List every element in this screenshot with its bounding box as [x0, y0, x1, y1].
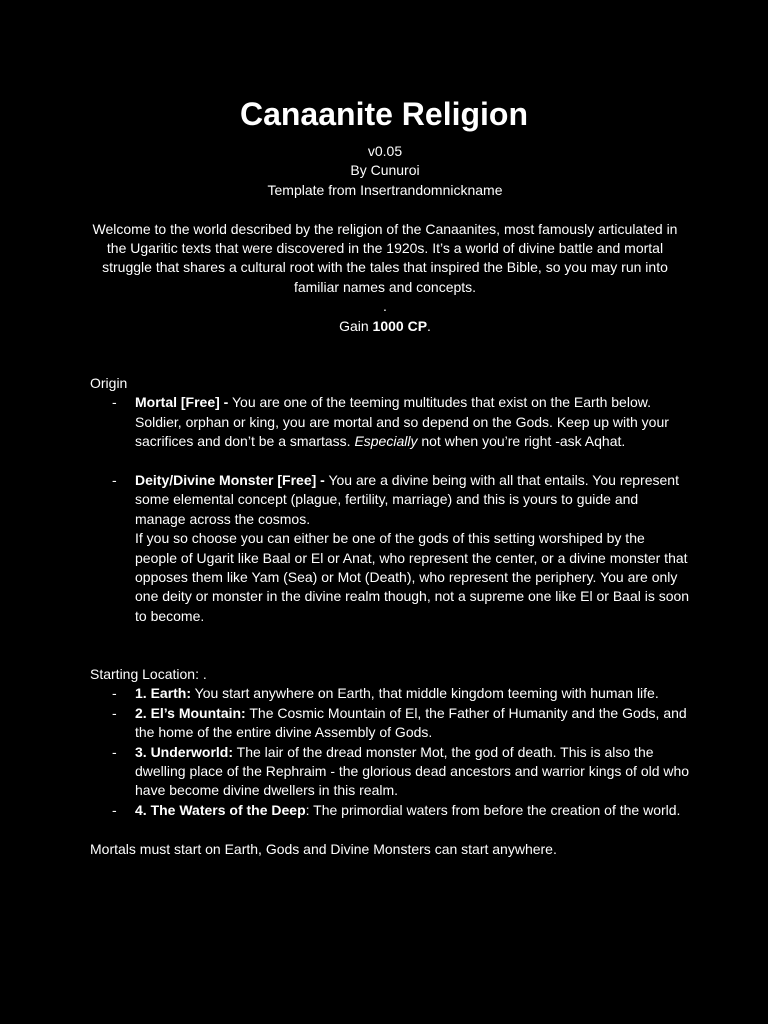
dash-bullet: - [112, 801, 117, 818]
location-item-earth [90, 684, 690, 703]
origin-item-deity-paragraph: If you so choose you can either be one of the gods of this setting worshiped by the people of Ugarit like Baal or El or Anat, who represent the center, or a divine monster that opposes them like Yam (Sea) or Mot (Death), who represent the periphery. You are only one deity or monster in the divine realm though, not a supreme one like El or Baal is soon to become. [135, 530, 690, 624]
dash-bullet: - [112, 685, 117, 702]
spacer [90, 200, 680, 219]
origin-item-text-end: not when you’re right -ask Aqhat. [417, 433, 626, 450]
starting-location-list [90, 684, 690, 820]
origin-heading: Origin [90, 375, 128, 391]
starting-location-heading: Starting Location: . [90, 666, 207, 683]
gain-amount: 1000 CP [372, 317, 428, 334]
origin-item-text: You are a divine being with all that entails. You represent some elemental concept (plague, fertility, marriage) and this is yours to guide and manage across the cosmos. [135, 472, 679, 527]
origin-item-text: You are one of the teeming multitudes that exist on the Earth below. Soldier, orphan or king, you are mortal and so depend on the Gods. Keep up with your sacrifices and don’t be a smartass. [135, 394, 669, 450]
origin-item-emphasis: Especially [354, 433, 418, 450]
location-item-text: : The primordial waters from before the creation of the world. [305, 801, 681, 818]
origin-item-mortal [90, 393, 690, 451]
dash-bullet: - [112, 394, 117, 411]
location-item-name: 2. El’s Mountain: [135, 704, 246, 721]
template-credit-text: Template from Insertrandomnickname [267, 181, 503, 198]
dash-bullet: - [112, 704, 117, 721]
location-item-underworld [90, 743, 690, 801]
dash-bullet: - [112, 472, 117, 489]
gain-line [90, 317, 680, 336]
gain-prefix: Gain [339, 317, 373, 334]
origin-item-deity [90, 471, 690, 529]
location-item-name: 4. The Waters of the Deep [135, 801, 306, 818]
location-item-els-mountain [90, 704, 690, 743]
body-block [90, 374, 690, 859]
footer-note: Mortals must start on Earth, Gods and Divine Monsters can start anywhere. [90, 840, 557, 857]
spacer [90, 820, 690, 839]
location-item-text: The Cosmic Mountain of El, the Father of Humanity and the Gods, and the home of the entire divine Assembly of Gods. [135, 704, 687, 741]
dash-bullet: - [112, 743, 117, 760]
origin-item-name: Mortal [Free] - [135, 394, 229, 411]
author-text: By Cunuroi [350, 162, 420, 179]
location-item-name: 1. Earth: [135, 685, 192, 702]
separator-dot: . [383, 298, 387, 315]
page-title: Canaanite Religion [239, 96, 529, 132]
spacer [90, 646, 690, 665]
origin-item-name: Deity/Divine Monster [Free] - [135, 472, 325, 489]
gain-suffix: . [427, 317, 431, 334]
location-item-waters-of-the-deep [90, 801, 690, 820]
version-text: v0.05 [367, 143, 403, 159]
spacer [90, 626, 690, 645]
intro-paragraph: Welcome to the world described by the religion of the Canaanites, most famously articulated in the Ugaritic texts that were discovered in the 1920s. It’s a world of divine battle and mortal struggle that shares a cultural root with the tales that inspired the Bible, so you may run into familiar names and concepts. [92, 220, 678, 295]
origin-list [90, 393, 690, 529]
location-item-text: You start anywhere on Earth, that middle kingdom teeming with human life. [191, 685, 659, 702]
location-item-text: The lair of the dread monster Mot, the god of death. This is also the dwelling place of the Rephraim - the glorious dead ancestors and warrior kings of old who have become divine dwellers in this realm. [135, 743, 690, 799]
header-block [90, 142, 680, 336]
location-item-name: 3. Underworld: [135, 743, 234, 760]
